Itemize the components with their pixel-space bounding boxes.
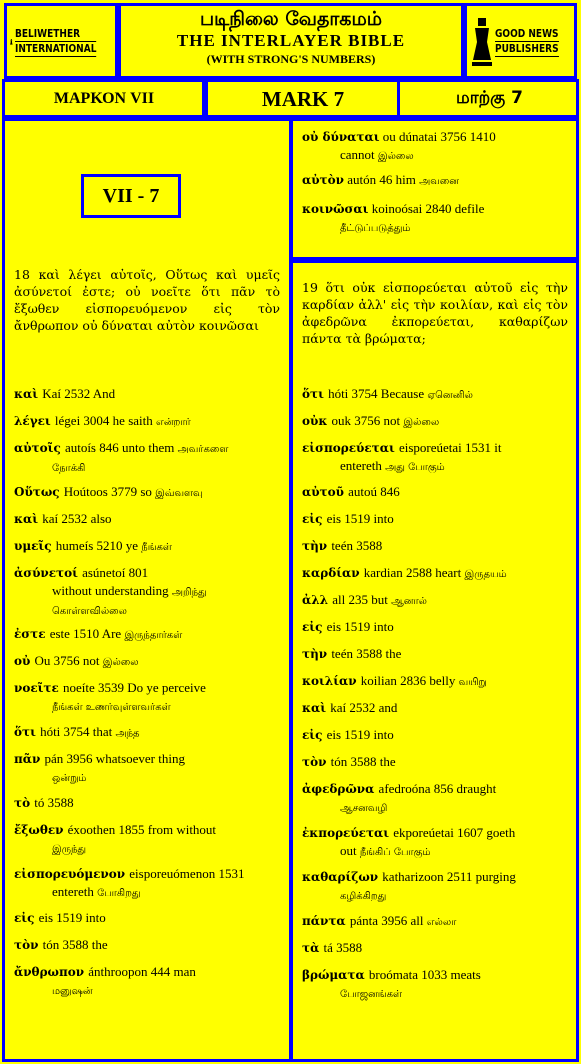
greek-word: νοεῖτε <box>14 681 63 695</box>
title-main: THE INTERLAYER BIBLE <box>176 31 406 50</box>
greek-word: ἔξωθεν <box>14 823 68 837</box>
tamil-gloss: நீங்கள் <box>141 542 172 553</box>
tamil-gloss: கொள்ளவில்லை <box>52 606 127 617</box>
transliteration: Ou 3756 not <box>34 653 103 668</box>
word-entry <box>14 564 280 620</box>
greek-word: εἰς <box>302 620 327 634</box>
word-entry <box>14 936 280 954</box>
greek-word: ἀλλ <box>302 593 333 607</box>
word-entry <box>14 963 280 1000</box>
word-entry <box>302 753 568 771</box>
word-entry <box>14 909 280 927</box>
tamil-gloss: ஏனெனில் <box>427 390 473 401</box>
word-entry <box>302 439 568 476</box>
tamil-gloss: வயிறு <box>458 677 487 688</box>
greek-word: ὅτι <box>302 387 329 401</box>
transliteration: koilian 2836 belly <box>360 673 459 688</box>
word-entry: οὐ δύναται ou dúnatai 3756 1410 cannot இல்லை <box>302 129 496 162</box>
transliteration: kaí 2532 and <box>330 700 398 715</box>
transliteration: tá 3588 <box>323 940 363 955</box>
greek-word: λέγει <box>14 414 55 428</box>
transliteration: kardian 2588 heart <box>363 565 465 580</box>
tamil-gloss: ஒன்றும் <box>52 773 87 784</box>
transliteration: hóti 3754 that <box>40 724 116 739</box>
right-logo-line-1: GOOD NEWS <box>495 27 559 40</box>
word-entry <box>14 625 280 644</box>
word-entry <box>14 483 280 502</box>
word-entry <box>302 645 568 663</box>
transliteration: autoís 846 unto them <box>64 440 178 455</box>
word-entry <box>302 939 568 957</box>
gloss-continuation: entereth <box>52 884 98 899</box>
word-entry <box>302 564 568 583</box>
word-entry <box>14 794 280 812</box>
transliteration: eis 1519 into <box>326 511 394 526</box>
word-entry <box>302 966 568 1003</box>
tamil-gloss: இருந்தார்கள் <box>124 630 183 641</box>
tamil-gloss: போஜனங்கள் <box>340 989 402 1000</box>
right-top-words <box>302 128 568 237</box>
transliteration: tón 3588 the <box>42 937 108 952</box>
greek-word: καὶ <box>302 701 331 715</box>
transliteration: all 235 but <box>332 592 392 607</box>
greek-word: υμεῖς <box>14 539 56 553</box>
greek-word: αὐτοῖς <box>14 441 65 455</box>
book-tamil: மாற்கு 7 <box>456 88 523 108</box>
greek-word: καρδίαν <box>302 566 364 580</box>
gloss-continuation: out <box>340 843 360 858</box>
greek-word: ὅτι <box>14 725 41 739</box>
greek-word: καὶ <box>14 512 43 526</box>
greek-word: οὐκ <box>302 414 332 428</box>
word-entry <box>302 824 568 861</box>
greek-word: εἰσπορευόμενον <box>14 867 130 881</box>
transliteration: humeís 5210 ye <box>55 538 142 553</box>
greek-word: τὸν <box>14 938 43 952</box>
transliteration: este 1510 Are <box>49 626 125 641</box>
transliteration: eis 1519 into <box>326 727 394 742</box>
transliteration: eisporeuómenon 1531 <box>129 866 245 881</box>
greek-word: ἄνθρωπον <box>14 965 89 979</box>
transliteration: eis 1519 into <box>326 619 394 634</box>
transliteration: teén 3588 the <box>331 646 402 661</box>
transliteration: katharizoon 2511 purging <box>382 869 516 884</box>
word-entry <box>14 821 280 858</box>
tamil-gloss: அந்த <box>115 728 140 739</box>
greek-word: τὸ <box>14 796 35 810</box>
greek-word: ἀφεδρῶνα <box>302 782 379 796</box>
tamil-gloss: மனுஷன் <box>52 986 93 997</box>
tamil-gloss: இருதயம் <box>464 569 507 580</box>
good-news-figure-icon <box>471 16 493 68</box>
word-entry <box>302 726 568 744</box>
tamil-gloss: நோக்கி <box>52 463 86 474</box>
greek-word: τὰ <box>302 941 324 955</box>
tamil-gloss: என்றார் <box>156 417 191 428</box>
word-entry <box>14 385 280 403</box>
word-entry <box>14 723 280 742</box>
transliteration: Kaí 2532 And <box>42 386 116 401</box>
transliteration: autoú 846 <box>348 484 400 499</box>
verse-label: VII - 7 <box>81 174 181 218</box>
word-entry: αὐτὸν autón 46 him அவனை <box>302 172 459 187</box>
word-entry <box>14 679 280 716</box>
greek-word: καὶ <box>14 387 43 401</box>
greek-word: τὴν <box>302 647 332 661</box>
transliteration: ánthroopon 444 man <box>88 964 196 979</box>
word-entry <box>302 672 568 691</box>
verse-18: 18 καὶ λέγει αὐτοῖς, Οὕτως καὶ υμεῖς ἀσύνετοί ἐστε; οὐ νοεῖτε ὅτι πᾶν τὸ ἔξωθεν εἰσπορευόμενον εἰς τὸν ἄνθρωπον οὐ δύναται αὐτὸν κοινῶσαι <box>14 267 280 333</box>
tamil-gloss: போகிறது <box>97 888 141 899</box>
greek-word: καθαρίζων <box>302 870 383 884</box>
word-entry <box>14 865 280 902</box>
tamil-gloss: அறிந்து <box>171 587 207 598</box>
tamil-gloss: எல்லா <box>426 917 457 928</box>
good-news-logo <box>470 14 574 70</box>
transliteration: hóti 3754 Because <box>328 386 428 401</box>
greek-word: εἰς <box>302 728 327 742</box>
verse-19: 19 ὅτι οὐκ εἰσπορεύεται αὐτοῦ εἰς τὴν καρδίαν ἀλλ' εἰς τὴν κοιλίαν, καὶ εἰς τὸν ἀφεδρῶνα ἐκπορεύεται, καθαρίζων πάντα τὰ βρώματα; <box>302 280 568 346</box>
greek-word: βρώματα <box>302 968 369 982</box>
greek-word: ἐστε <box>14 627 50 641</box>
tamil-gloss: ஆனால் <box>391 596 427 607</box>
gloss-continuation: without understanding <box>52 583 172 598</box>
transliteration: ouk 3756 not <box>331 413 404 428</box>
word-entry <box>302 510 568 528</box>
right-logo-line-2: PUBLISHERS <box>495 42 559 55</box>
transliteration: kaí 2532 also <box>42 511 112 526</box>
word-entry <box>302 591 568 610</box>
word-entry <box>14 510 280 528</box>
greek-word: οὐ <box>14 654 35 668</box>
word-entry <box>14 439 280 477</box>
transliteration: tó 3588 <box>34 795 74 810</box>
word-entry <box>302 537 568 555</box>
left-logo-line-1: BELIWETHER <box>15 27 96 42</box>
word-entry <box>14 652 280 671</box>
word-entry <box>302 868 568 905</box>
beliwether-logo <box>10 14 114 70</box>
tamil-gloss: இவ்வளவு <box>155 488 203 499</box>
gloss-continuation: entereth <box>340 458 386 473</box>
transliteration: broómata 1033 meats <box>368 967 481 982</box>
tamil-gloss: அவர்களை <box>177 444 229 455</box>
transliteration: légei 3004 he saith <box>54 413 157 428</box>
transliteration: afedroóna 856 draught <box>378 781 497 796</box>
greek-word: εἰς <box>302 512 327 526</box>
title-tamil: படிநிலை வேதாகமம் <box>199 8 383 30</box>
transliteration: Hoútoos 3779 so <box>63 484 156 499</box>
tamil-gloss: நீங்கிப் போகும் <box>359 847 431 858</box>
transliteration: pánta 3956 all <box>349 913 427 928</box>
transliteration: pán 3956 whatsoever thing <box>44 751 185 766</box>
transliteration: éxoothen 1855 from without <box>67 822 217 837</box>
tamil-gloss: ஆசனவழி <box>340 803 388 814</box>
transliteration: asúnetoí 801 <box>82 565 149 580</box>
transliteration: teén 3588 <box>331 538 383 553</box>
greek-word: Οὕτως <box>14 485 64 499</box>
title-block <box>122 5 460 67</box>
tamil-gloss: இருந்து <box>52 844 87 855</box>
transliteration: eisporeúetai 1531 it <box>398 440 502 455</box>
transliteration: tón 3588 the <box>330 754 396 769</box>
tamil-gloss: கழிக்கிறது <box>340 891 387 902</box>
word-entry <box>302 385 568 404</box>
greek-word: τὴν <box>302 539 332 553</box>
word-entry <box>302 483 568 501</box>
greek-word: εἰς <box>14 911 39 925</box>
transliteration: ekporeúetai 1607 goeth <box>393 825 516 840</box>
word-entry <box>14 412 280 431</box>
word-entry: κοινῶσαι koinoósai 2840 defile தீட்டுப்படுத்தும் <box>302 201 485 234</box>
tamil-gloss: இல்லை <box>102 657 139 668</box>
word-entry <box>302 912 568 931</box>
greek-word: αὐτοῦ <box>302 485 349 499</box>
word-entry <box>14 750 280 787</box>
greek-word: τὸν <box>302 755 331 769</box>
word-entry <box>302 780 568 817</box>
word-entry <box>302 699 568 717</box>
greek-word: πάντα <box>302 914 350 928</box>
greek-word: πᾶν <box>14 752 45 766</box>
left-logo-line-2: INTERNATIONAL <box>14 42 97 55</box>
tamil-gloss: இல்லை <box>403 417 440 428</box>
tamil-gloss: நீங்கள் உணர்வுள்ளவர்கள் <box>52 702 171 713</box>
bellwether-figure-icon <box>10 16 13 68</box>
transliteration: eis 1519 into <box>38 910 106 925</box>
title-subtitle: (WITH STRONG'S NUMBERS) <box>206 52 376 66</box>
transliteration: noeíte 3539 Do ye perceive <box>62 680 206 695</box>
word-entry <box>302 412 568 431</box>
book-greek: ΜΑΡΚΟΝ VII <box>53 90 155 107</box>
greek-word: κοιλίαν <box>302 674 361 688</box>
greek-word: εἰσπορεύεται <box>302 441 399 455</box>
greek-word: ἐκπορεύεται <box>302 826 394 840</box>
book-english: MARK 7 <box>261 86 345 111</box>
greek-word: ἀσύνετοί <box>14 566 83 580</box>
word-entry <box>302 618 568 636</box>
word-entry <box>14 537 280 556</box>
tamil-gloss: அது போகும் <box>385 462 445 473</box>
